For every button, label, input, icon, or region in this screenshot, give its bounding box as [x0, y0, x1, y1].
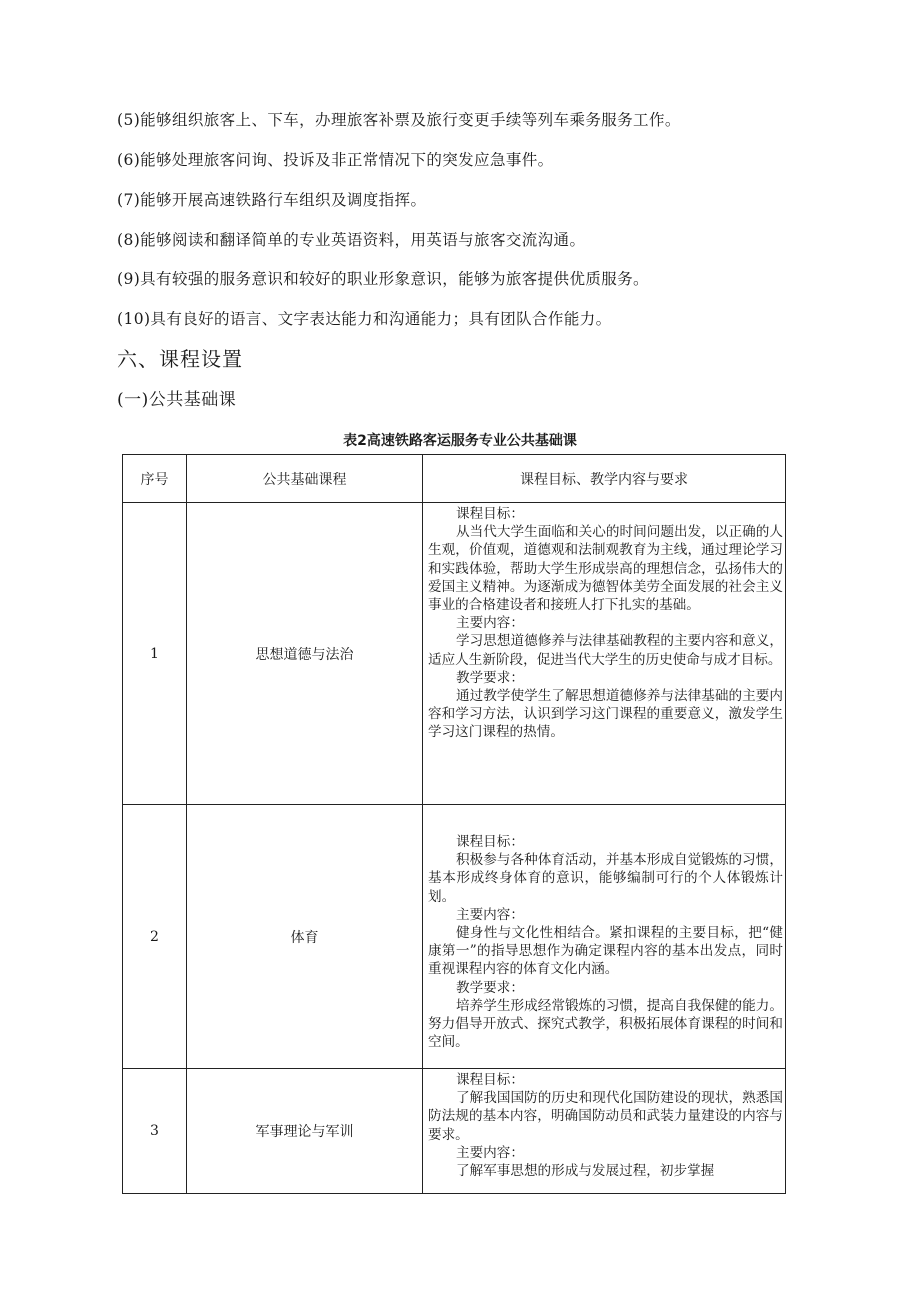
goal-label: 课程目标： [456, 1072, 524, 1088]
ability-item-5: (5)能够组织旅客上、下车，办理旅客补票及旅行变更手续等列车乘务服务工作。 [117, 111, 681, 129]
table-caption: 表2高速铁路客运服务专业公共基础课 [343, 433, 577, 449]
course-description [423, 805, 786, 1069]
row-number: 2 [123, 805, 187, 1069]
course-name: 体育 [187, 805, 423, 1069]
goal-text: 从当代大学生面临和关心的时间问题出发，以正确的人生观，价值观，道德观和法制观教育为主线，通过理论学习和实践体验，帮助大学生形成崇高的理想信念，弘扬伟大的爱国主义精神。为逐渐成为德智体美劳全面发展的社会主义事业的合格建设者和接班人打下扎实的基础。 [428, 524, 783, 614]
table-row [123, 805, 786, 1069]
course-description [423, 503, 786, 805]
table-header-row [123, 455, 786, 503]
course-description [423, 1069, 786, 1194]
content-label: 主要内容： [456, 906, 524, 923]
table-row [123, 1069, 786, 1194]
requirement-text: 培养学生形成经常锻炼的习惯，提高自我保健的能力。努力倡导开放式、探究式教学，积极拓展体育课程的时间和空间。 [428, 997, 783, 1051]
content-label: 主要内容： [456, 615, 524, 632]
spacer [428, 807, 783, 833]
section-heading: 六、课程设置 [117, 347, 243, 371]
course-name: 军事理论与军训 [187, 1069, 423, 1194]
header-course: 公共基础课程 [187, 455, 423, 503]
content-label: 主要内容： [456, 1144, 524, 1161]
content-text: 健身性与文化性相结合。紧扣课程的主要目标，把“健康第一”的指导思想作为确定课程内容的基本出发点，同时重视课程内容的体育文化内涵。 [428, 925, 783, 978]
course-name: 思想道德与法治 [187, 503, 423, 805]
course-table [122, 454, 786, 1194]
row-number: 3 [123, 1069, 187, 1194]
goal-text: 积极参与各种体育活动，并基本形成自觉锻炼的习惯，基本形成终身体育的意识，能够编制可行的个人体锻炼计划。 [428, 852, 783, 905]
requirement-label: 教学要求： [456, 669, 524, 686]
requirement-text: 通过教学使学生了解思想道德修养与法律基础的主要内容和学习方法，认识到学习这门课程的重要意义，激发学生学习这门课程的热情。 [428, 688, 783, 741]
ability-item-9: (9)具有较强的服务意识和较好的职业形象意识，能够为旅客提供优质服务。 [117, 270, 649, 288]
header-description: 课程目标、教学内容与要求 [423, 455, 786, 503]
goal-label: 课程目标： [456, 834, 524, 850]
table-row [123, 503, 786, 805]
ability-item-8: (8)能够阅读和翻译简单的专业英语资料，用英语与旅客交流沟通。 [117, 231, 586, 249]
content-text: 了解军事思想的形成与发展过程，初步掌握 [456, 1163, 715, 1180]
subsection-heading: (一)公共基础课 [117, 390, 237, 410]
goal-text: 了解我国国防的历史和现代化国防建设的现状，熟悉国防法规的基本内容，明确国防动员和武装力量建设的内容与要求。 [428, 1090, 783, 1143]
ability-item-7: (7)能够开展高速铁路行车组织及调度指挥。 [117, 191, 427, 209]
ability-item-6: (6)能够处理旅客问询、投诉及非正常情况下的突发应急事件。 [117, 151, 554, 169]
goal-label: 课程目标： [456, 506, 524, 522]
row-number: 1 [123, 503, 187, 805]
content-text: 学习思想道德修养与法律基础教程的主要内容和意义，适应人生新阶段，促进当代大学生的历史使命与成才目标。 [428, 633, 783, 668]
header-number: 序号 [123, 455, 187, 503]
ability-item-10: (10)具有良好的语言、文字表达能力和沟通能力；具有团队合作能力。 [117, 310, 612, 328]
requirement-label: 教学要求： [456, 979, 524, 996]
